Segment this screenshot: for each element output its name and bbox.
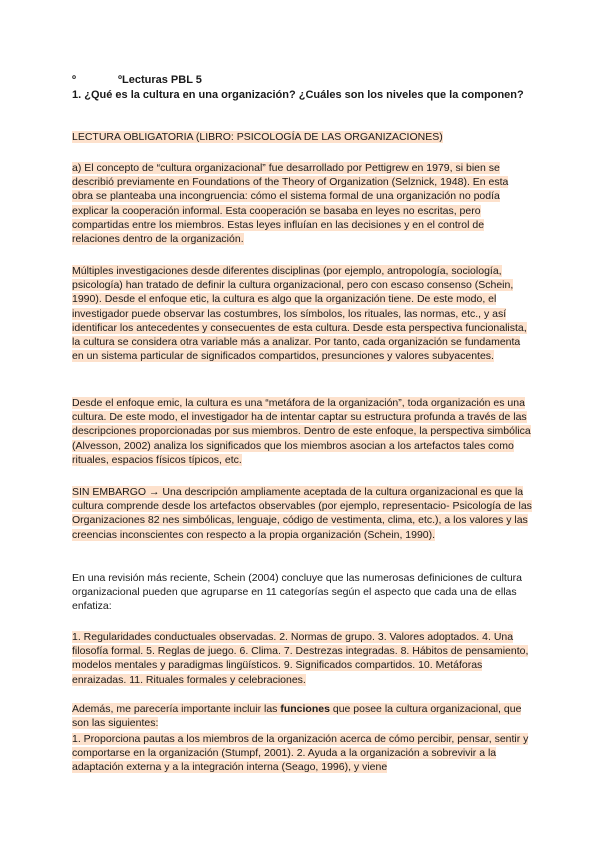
paragraph-3-text: Desde el enfoque emic, la cultura es una “metáfora de la organización”, toda organización es una cultura. De este modo, el investigador ha de intentar captar su estructura profunda a través de las descripciones proporcionadas por sus miembros. Dentro de este enfoque, la perspectiva simbólica (Alvesson, 2002) analiza los significados que los miembros asocian a los artefactos tales como rituales, espacios físicos típicos, etc. (72, 397, 531, 466)
paragraph-5 (72, 571, 532, 614)
header-bullet: º (72, 74, 77, 86)
question-heading: 1. ¿Qué es la cultura en una organización? ¿Cuáles son los niveles que la componen? (72, 89, 524, 101)
paragraph-7-after: que posee la cultura organizacional, que son las siguientes: (72, 703, 522, 730)
paragraph-8 (72, 732, 532, 775)
reading-header (72, 74, 202, 86)
paragraph-7-bold: funciones (280, 703, 330, 715)
paragraph-8-text: 1. Proporciona pautas a los miembros de la organización acerca de cómo percibir, pensar, sentir y comportarse en la organización (Stumpf, 2001). 2. Ayuda a la organización a sobrevivir a la adaptación externa y a la integración interna (Seago, 1996), y viene (72, 733, 529, 774)
paragraph-6-text: 1. Regularidades conductuales observadas. 2. Normas de grupo. 3. Valores adoptados. 4. Una filosofía formal. 5. Reglas de juego. 6. Clima. 7. Destrezas integradas. 8. Hábitos de pensamiento, modelos mentales y paradigmas lingüísticos. 9. Significados compartidos. 10. Metáforas enraizadas. 11. Rituales formales y celebraciones. (72, 631, 529, 686)
paragraph-1 (72, 161, 532, 246)
paragraph-1-text: a) El concepto de “cultura organizacional” fue desarrollado por Pettigrew en 1979, si bien se describió previamente en Foundations of the Theory of Organization (Selznick, 1948). En esta obra se planteaba una incongruencia: cómo el sistema formal de una organización no podía explicar la cooperación informal. Esta cooperación se basaba en leyes no escritas, pero compartidas entre los miembros. Estas leyes influían en las decisiones y en el control de relaciones dentro de la organización. (72, 162, 509, 246)
header-title: ºLecturas PBL 5 (118, 74, 202, 86)
paragraph-4-text: SIN EMBARGO → Una descripción ampliamente aceptada de la cultura organizacional es que la cultura comprende desde los artefactos observables (por ejemplo, representacio- Psicología de las Organizaciones 82 nes simbólicas, lenguaje, código de vestimenta, clima, etc.), a los valores y las creencias inconscientes con respecto a la propia organización (Schein, 1990). (72, 486, 532, 541)
paragraph-7 (72, 702, 532, 730)
paragraph-3 (72, 396, 532, 467)
paragraph-5-text: En una revisión más reciente, Schein (2004) concluye que las numerosas definiciones de cultura organizacional pueden que agruparse en 11 categorías según el aspecto que cada una de ellas enfatiza: (72, 572, 523, 613)
paragraph-7-before: Además, me parecería importante incluir las (72, 703, 281, 715)
paragraph-4 (72, 485, 532, 542)
paragraph-2 (72, 264, 532, 363)
reading-label-block (72, 130, 532, 144)
paragraph-2-text: Múltiples investigaciones desde diferentes disciplinas (por ejemplo, antropología, sociología, psicología) han tratado de definir la cultura organizacional, pero con escaso consenso (Schein, 1990). Desde el enfoque etic, la cultura es algo que la organización tiene. De este modo, el investigador puede observar las costumbres, los símbolos, los rituales, las normas, etc., y así identificar los antecedentes y consecuentes de esta cultura. Desde esta perspectiva funcionalista, la cultura se considera otra variable más a analizar. Por tanto, cada organización se fundamenta en un sistema particular de significados compartidos, presunciones y valores subyacentes. (72, 265, 527, 363)
paragraph-6 (72, 630, 532, 687)
reading-label: LECTURA OBLIGATORIA (LIBRO: PSICOLOGÍA DE LAS ORGANIZACIONES) (72, 131, 443, 143)
